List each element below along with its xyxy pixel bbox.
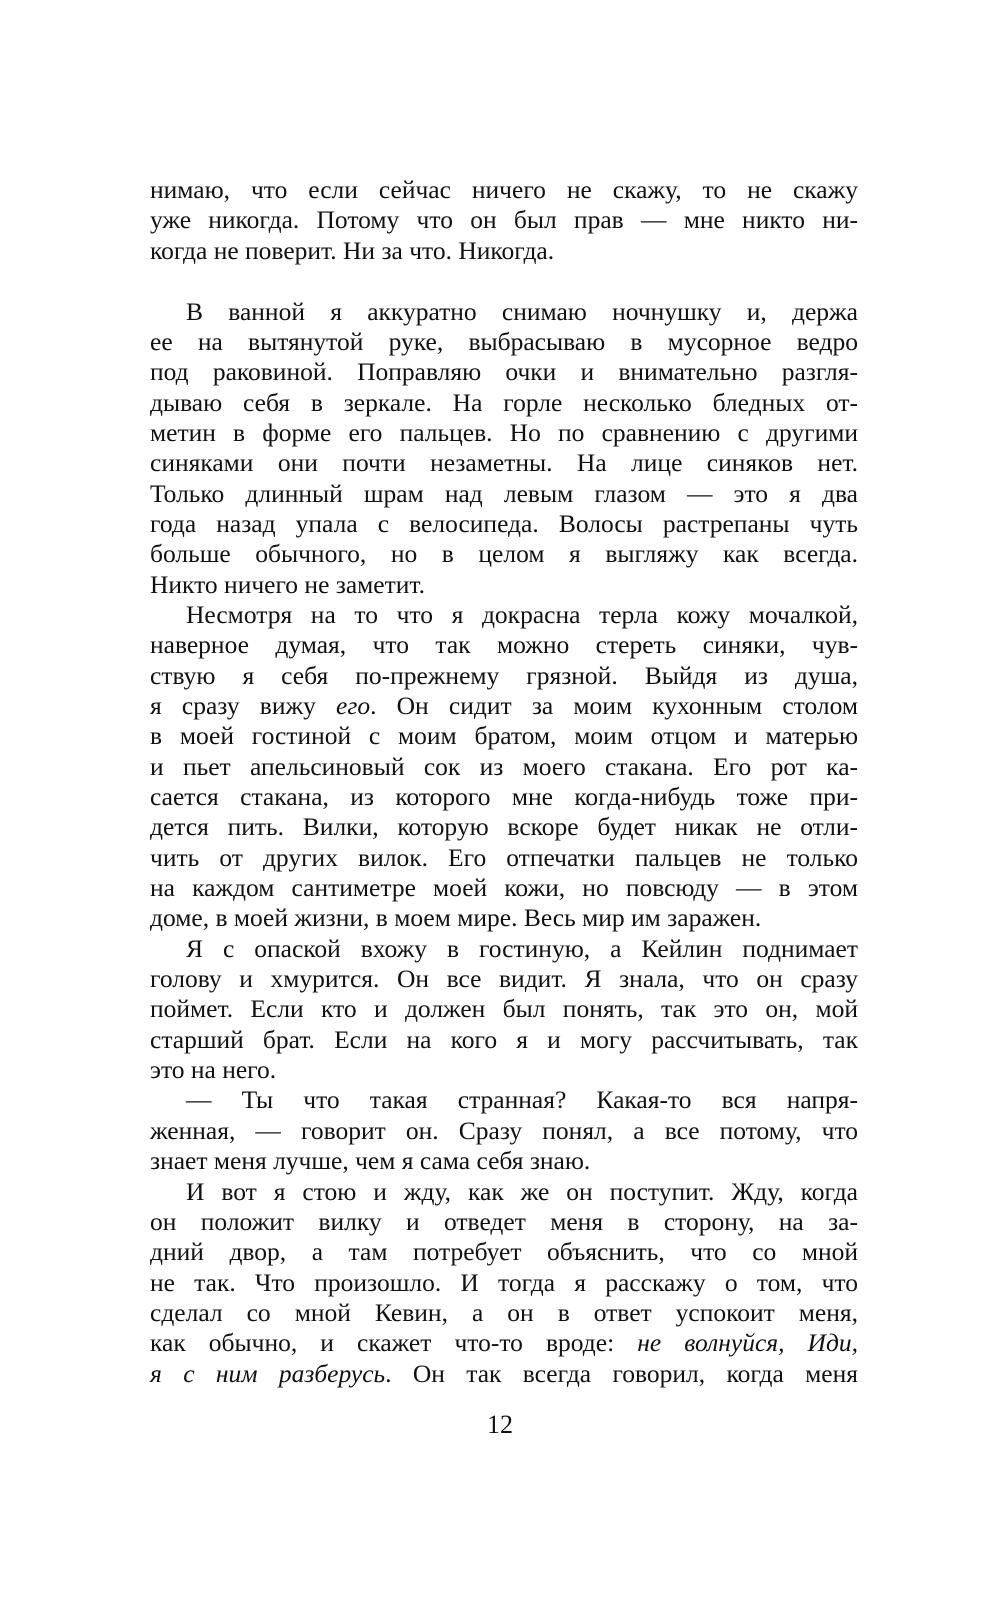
- body-text: [150, 175, 858, 1389]
- text-line: [150, 994, 858, 1024]
- text-segment: сается стакана, из которого мне когда-нибудь тоже при-: [150, 782, 858, 812]
- text-segment: голову и хмурится. Он все видит. Я знала, что он сразу: [150, 964, 858, 994]
- text-segment: Никто ничего не заметит.: [150, 569, 426, 599]
- text-line: [150, 630, 858, 660]
- text-line: [150, 903, 858, 933]
- text-line: [150, 1268, 858, 1298]
- text-segment: когда не поверит. Ни за что. Никогда.: [150, 235, 555, 265]
- text-segment: наверное думая, что так можно стереть синяки, чув-: [150, 630, 858, 660]
- text-segment: Я с опаской вхожу в гостиную, а Кейлин поднимает: [186, 933, 858, 963]
- text-line: [150, 570, 858, 600]
- text-segment: он положит вилку и отведет меня в сторону, на за-: [150, 1206, 858, 1236]
- text-segment: ее на вытянутой руке, выбрасываю в мусорное ведро: [150, 326, 858, 356]
- text-line: [150, 236, 858, 266]
- text-line: [150, 691, 858, 721]
- text-segment: . Он так всегда говорил, когда меня: [385, 1358, 858, 1388]
- paragraph: [150, 600, 858, 934]
- text-line: [150, 600, 858, 630]
- text-segment: дываю себя в зеркале. На горле несколько бледных от-: [150, 387, 858, 417]
- text-segment: ствую я себя по-прежнему грязной. Выйдя из душа,: [150, 660, 858, 690]
- text-segment: В ванной я аккуратно снимаю ночнушку и, держа: [186, 296, 858, 326]
- text-line: [150, 509, 858, 539]
- text-line: [150, 388, 858, 418]
- text-line: [150, 721, 858, 751]
- italic-text: не волнуйся, Иди,: [637, 1328, 858, 1358]
- text-segment: это на него.: [150, 1055, 277, 1085]
- text-line: [150, 843, 858, 873]
- text-line: [150, 782, 858, 812]
- text-line: [150, 357, 858, 387]
- text-line: [150, 1146, 858, 1176]
- text-segment: не так. Что произошло. И тогда я расскажу о том, что: [150, 1267, 858, 1297]
- page-number: 12: [487, 1410, 513, 1439]
- text-line: [150, 1085, 858, 1115]
- text-line: [150, 1207, 858, 1237]
- text-segment: нимаю, что если сейчас ничего не скажу, то не скажу: [150, 175, 858, 204]
- italic-text: его: [336, 691, 371, 720]
- text-segment: знает меня лучше, чем я сама себя знаю.: [150, 1146, 591, 1176]
- text-segment: и пьет апельсиновый сок из моего стакана. Его рот ка-: [150, 751, 858, 781]
- text-line: [150, 1237, 858, 1267]
- text-segment: Только длинный шрам над левым глазом — это я два: [150, 478, 858, 508]
- text-line: [150, 205, 858, 235]
- text-segment: женная, — говорит он. Сразу понял, а все потому, что: [150, 1115, 858, 1145]
- text-line: [150, 448, 858, 478]
- text-line: [150, 934, 858, 964]
- text-segment: как обычно, и скажет что-то вроде:: [150, 1328, 638, 1358]
- text-line: [150, 1359, 858, 1389]
- text-segment: я сразу вижу: [150, 691, 337, 720]
- text-segment: дется пить. Вилки, которую вскоре будет никак не отли-: [150, 812, 858, 842]
- text-line: [150, 539, 858, 569]
- text-line: [150, 873, 858, 903]
- text-segment: метин в форме его пальцев. Но по сравнению с другими: [150, 417, 858, 447]
- text-line: [150, 1177, 858, 1207]
- text-line: [150, 1116, 858, 1146]
- text-segment: под раковиной. Поправляю очки и внимательно разгля-: [150, 357, 858, 387]
- text-line: [150, 812, 858, 842]
- paragraph: [150, 934, 858, 1086]
- text-segment: чить от других вилок. Его отпечатки пальцев не только: [150, 842, 858, 872]
- text-line: [150, 661, 858, 691]
- paragraph: [150, 1177, 858, 1389]
- text-segment: уже никогда. Потому что он был прав — мне никто ни-: [150, 205, 858, 235]
- text-line: [150, 1298, 858, 1328]
- paragraph: [150, 1085, 858, 1176]
- text-line: [150, 1025, 858, 1055]
- text-line: [150, 327, 858, 357]
- text-line: [150, 297, 858, 327]
- text-line: [150, 418, 858, 448]
- text-segment: года назад упала с велосипеда. Волосы растрепаны чуть: [150, 508, 858, 538]
- text-segment: сделал со мной Кевин, а он в ответ успокоит меня,: [150, 1297, 858, 1327]
- text-line: [150, 479, 858, 509]
- paragraph: [150, 297, 858, 600]
- text-segment: поймет. Если кто и должен был понять, так это он, мой: [150, 994, 858, 1024]
- text-line: [150, 964, 858, 994]
- text-line: [150, 1055, 858, 1085]
- text-segment: дний двор, а там потребует объяснить, что со мной: [150, 1237, 858, 1267]
- text-segment: — Ты что такая странная? Какая-то вся напря-: [186, 1085, 858, 1115]
- text-line: [150, 175, 858, 205]
- text-segment: синяками они почти незаметны. На лице синяков нет.: [150, 448, 858, 478]
- text-segment: в моей гостиной с моим братом, моим отцом и матерью: [150, 721, 858, 751]
- text-line: [150, 1328, 858, 1358]
- text-segment: Несмотря на то что я докрасна терла кожу мочалкой,: [186, 599, 858, 629]
- text-segment: на каждом сантиметре моей кожи, но повсюду — в этом: [150, 873, 858, 903]
- paragraph: [150, 175, 858, 266]
- italic-text: я с ним разберусь: [150, 1358, 386, 1388]
- text-segment: больше обычного, но в целом я выгляжу как всегда.: [150, 539, 858, 569]
- text-line: [150, 752, 858, 782]
- text-segment: доме, в моей жизни, в моем мире. Весь мир им заражен.: [150, 903, 762, 933]
- text-segment: старший брат. Если на кого я и могу рассчитывать, так: [150, 1024, 858, 1054]
- text-segment: И вот я стою и жду, как же он поступит. Жду, когда: [186, 1176, 858, 1206]
- text-segment: . Он сидит за моим кухонным столом: [370, 691, 858, 720]
